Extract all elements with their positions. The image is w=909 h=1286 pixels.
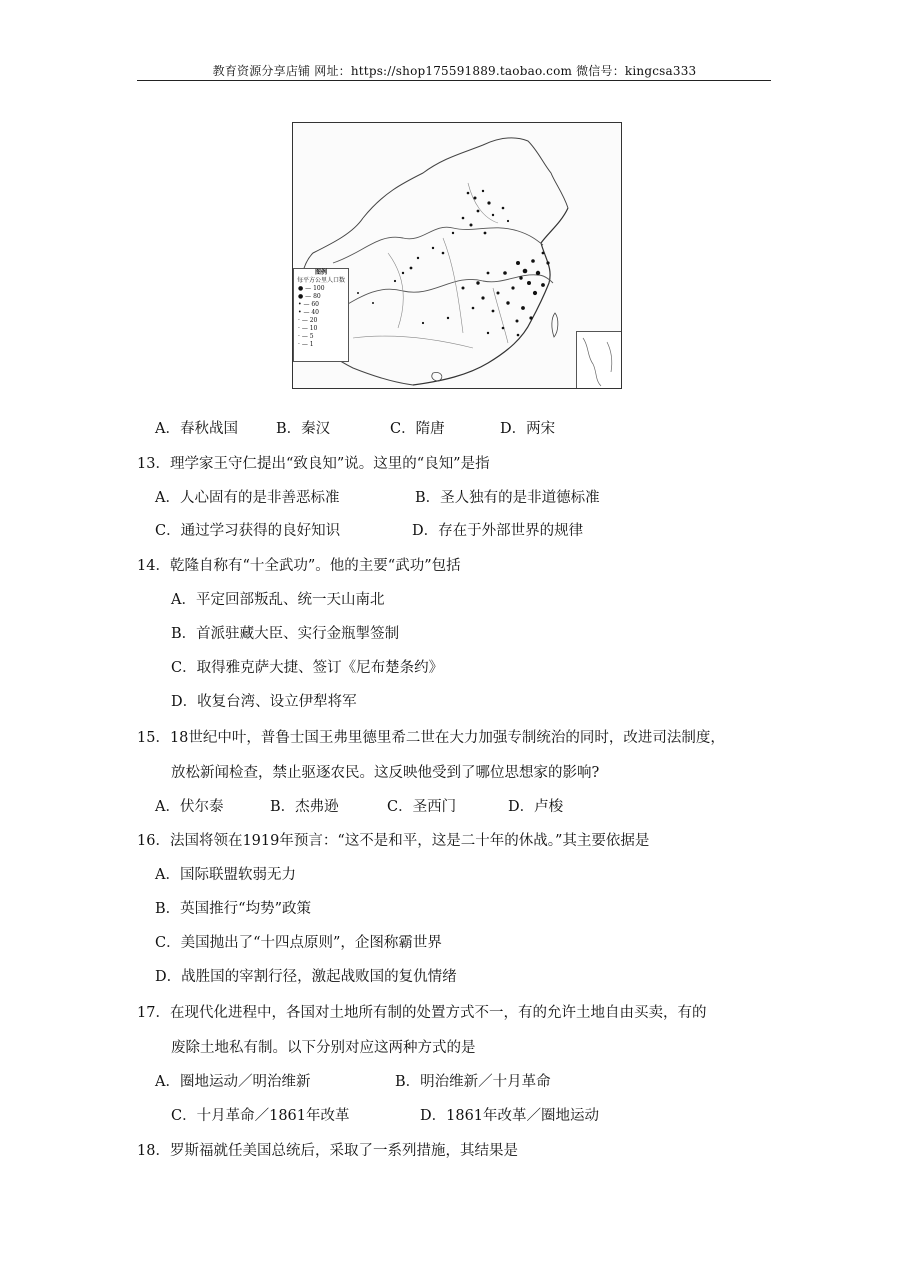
- q17-option-b[interactable]: B．明治维新／十月革命: [395, 1074, 551, 1090]
- population-density-map: [292, 122, 622, 389]
- q18-stem: 18．罗斯福就任美国总统后，采取了一系列措施，其结果是: [137, 1143, 518, 1159]
- q12-option-c[interactable]: C．隋唐: [390, 421, 445, 437]
- header-divider: [137, 80, 771, 81]
- q15-option-c[interactable]: C．圣西门: [387, 799, 457, 815]
- legend-row: · — 1: [298, 341, 314, 348]
- legend-subtitle: 每平方公里人口数: [296, 277, 345, 284]
- map-legend: [293, 268, 349, 362]
- legend-title: 图例: [314, 269, 327, 276]
- q17-option-c[interactable]: C．十月革命／1861年改革: [171, 1108, 350, 1124]
- legend-row: · — 20: [298, 317, 318, 324]
- q15-option-a[interactable]: A．伏尔泰: [155, 799, 224, 815]
- q16-option-c[interactable]: C．美国抛出了“十四点原则”，企图称霸世界: [155, 935, 442, 951]
- q16-option-a[interactable]: A．国际联盟软弱无力: [155, 867, 296, 883]
- legend-row: ● — 80: [298, 293, 321, 300]
- q14-option-b[interactable]: B．首派驻藏大臣、实行金瓶掣签制: [171, 626, 400, 642]
- q14-option-c[interactable]: C．取得雅克萨大捷、签订《尼布楚条约》: [171, 660, 444, 676]
- inset-drawing: [577, 332, 621, 388]
- q14-option-a[interactable]: A．平定回部叛乱、统一天山南北: [171, 592, 385, 608]
- page-header: 教育资源分享店铺 网址：https://shop175591889.taobao.com 微信号：kingcsa333: [212, 64, 697, 78]
- q16-option-d[interactable]: D．战胜国的宰割行径，激起战败国的复仇情绪: [155, 969, 457, 985]
- q15-stem-line1: 15．18世纪中叶，普鲁士国王弗里德里希二世在大力加强专制统治的同时，改进司法制度，: [137, 730, 725, 746]
- q17-option-a[interactable]: A．圈地运动／明治维新: [155, 1074, 311, 1090]
- q17-stem-line2: 废除土地私有制。以下分别对应这两种方式的是: [171, 1040, 476, 1056]
- q13-option-a[interactable]: A．人心固有的是非善恶标准: [155, 490, 340, 506]
- q16-option-b[interactable]: B．英国推行“均势”政策: [155, 901, 311, 917]
- q17-stem-line1: 17．在现代化进程中，各国对土地所有制的处置方式不一，有的允许土地自由买卖，有的: [137, 1005, 707, 1021]
- legend-row: · — 10: [298, 325, 318, 332]
- q15-stem-line2: 放松新闻检查，禁止驱逐农民。这反映他受到了哪位思想家的影响?: [171, 765, 600, 781]
- q13-stem: 13．理学家王守仁提出“致良知”说。这里的“良知”是指: [137, 456, 490, 472]
- q12-option-d[interactable]: D．两宋: [500, 421, 556, 437]
- q15-option-d[interactable]: D．卢梭: [508, 799, 564, 815]
- q17-option-d[interactable]: D．1861年改革／圈地运动: [420, 1108, 600, 1124]
- q13-option-d[interactable]: D．存在于外部世界的规律: [412, 523, 584, 539]
- south-sea-inset: [576, 331, 621, 388]
- legend-row: · — 5: [298, 333, 314, 340]
- legend-row: • — 60: [298, 301, 319, 308]
- q12-option-b[interactable]: B．秦汉: [276, 421, 331, 437]
- q14-option-d[interactable]: D．收复台湾、设立伊犁将军: [171, 694, 357, 710]
- q13-option-b[interactable]: B．圣人独有的是非道德标准: [415, 490, 600, 506]
- q14-stem: 14．乾隆自称有“十全武功”。他的主要“武功”包括: [137, 558, 461, 574]
- q16-stem: 16．法国将领在1919年预言：“这不是和平，这是二十年的休战。”其主要依据是: [137, 833, 650, 849]
- q13-option-c[interactable]: C．通过学习获得的良好知识: [155, 523, 341, 539]
- legend-row: • — 40: [298, 309, 319, 316]
- q12-option-a[interactable]: A．春秋战国: [155, 421, 238, 437]
- q15-option-b[interactable]: B．杰弗逊: [270, 799, 339, 815]
- legend-row: ● — 100: [298, 285, 325, 292]
